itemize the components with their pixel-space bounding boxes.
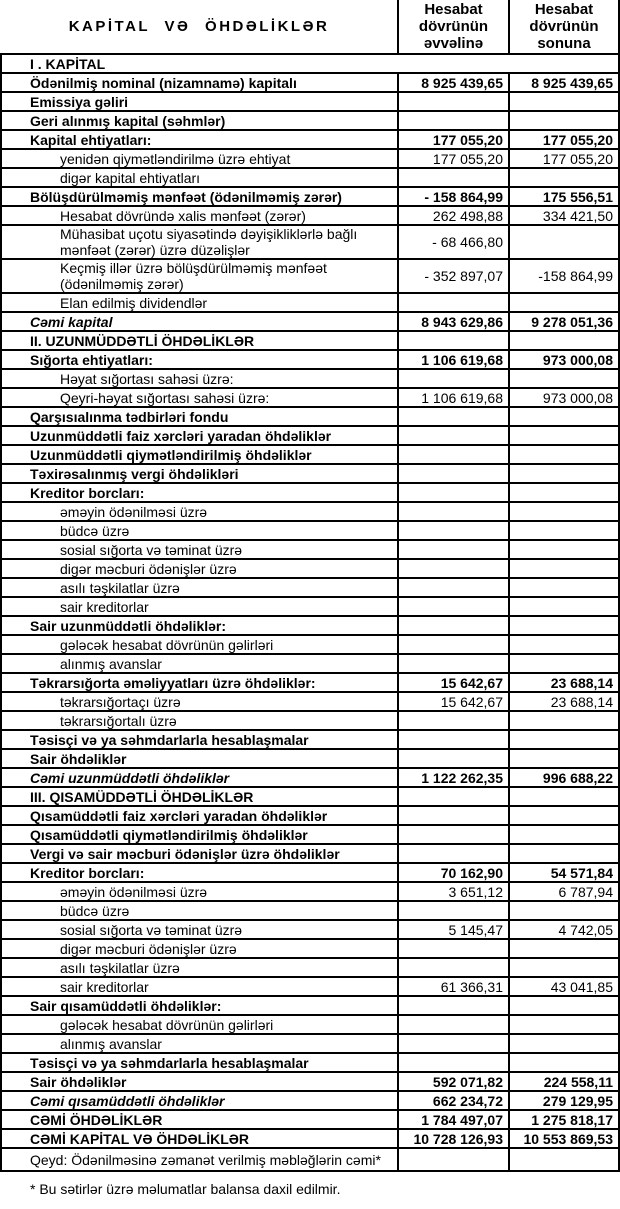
value-period-beginning <box>398 445 509 464</box>
value-period-beginning: 1 106 619,68 <box>398 388 509 407</box>
value-period-end <box>509 369 619 388</box>
value-period-end <box>509 445 619 464</box>
value-period-end <box>509 730 619 749</box>
value-period-end: 177 055,20 <box>509 149 619 168</box>
table-row <box>1 673 619 692</box>
value-period-end: 10 553 869,53 <box>509 1129 619 1148</box>
row-label: Təsisçi və ya səhmdarlarla hesablaşmalar <box>1 730 398 749</box>
value-period-beginning: 3 651,12 <box>398 882 509 901</box>
table-row <box>1 312 619 331</box>
column-header-period-end: Hesabat dövrünün sonuna <box>509 0 619 54</box>
value-period-beginning: 8 925 439,65 <box>398 73 509 92</box>
table-row <box>1 350 619 369</box>
table-row <box>1 882 619 901</box>
table-row <box>1 711 619 730</box>
value-period-end: 8 925 439,65 <box>509 73 619 92</box>
table-row <box>1 464 619 483</box>
value-period-end: 996 688,22 <box>509 768 619 787</box>
value-period-beginning <box>398 1053 509 1072</box>
value-period-beginning <box>398 369 509 388</box>
table-row <box>1 1129 619 1148</box>
column-header-period-beginning: Hesabat dövrünün əvvəlinə <box>398 0 509 54</box>
value-period-beginning <box>398 293 509 312</box>
table-row <box>1 559 619 578</box>
value-period-beginning <box>398 939 509 958</box>
row-label: alınmış avanslar <box>1 1034 398 1053</box>
table-row <box>1 597 619 616</box>
table-row <box>1 259 619 293</box>
table-row <box>1 654 619 673</box>
table-row <box>1 187 619 206</box>
row-label: digər məcburi ödənişlər üzrə <box>1 559 398 578</box>
value-period-beginning <box>398 578 509 597</box>
table-row <box>1 1015 619 1034</box>
table-row <box>1 692 619 711</box>
row-label: sair kreditorlar <box>1 977 398 996</box>
row-label: Vergi və sair məcburi ödənişlər üzrə öhdəliklər <box>1 844 398 863</box>
value-period-end <box>509 168 619 187</box>
value-period-end <box>509 901 619 920</box>
value-period-end <box>509 293 619 312</box>
table-row <box>1 768 619 787</box>
value-period-beginning: 8 943 629,86 <box>398 312 509 331</box>
value-period-beginning <box>398 483 509 502</box>
row-label: Keçmiş illər üzrə bölüşdürülməmiş mənfəət (ödənilməmiş zərər) <box>1 259 398 293</box>
value-period-beginning: 262 498,88 <box>398 206 509 225</box>
value-period-end <box>509 654 619 673</box>
table-row <box>1 426 619 445</box>
row-label: Sair öhdəliklər <box>1 749 398 768</box>
value-period-beginning <box>398 806 509 825</box>
value-period-end <box>509 711 619 730</box>
value-period-end <box>509 1015 619 1034</box>
row-label: Qısamüddətli qiymətləndirilmiş öhdəliklər <box>1 825 398 844</box>
value-period-end <box>509 464 619 483</box>
value-period-beginning <box>398 407 509 426</box>
table-row <box>1 92 619 111</box>
value-period-end <box>509 597 619 616</box>
value-period-end <box>509 996 619 1015</box>
value-period-end: -158 864,99 <box>509 259 619 293</box>
table-row <box>1 578 619 597</box>
row-label: Sair uzunmüddətli öhdəliklər: <box>1 616 398 635</box>
value-period-end <box>509 92 619 111</box>
row-label: Cəmi uzunmüddətli öhdəliklər <box>1 768 398 787</box>
row-label: Təxirəsalınmış vergi öhdəlikləri <box>1 464 398 483</box>
value-period-end: 224 558,11 <box>509 1072 619 1091</box>
value-period-beginning <box>398 749 509 768</box>
value-period-beginning <box>398 616 509 635</box>
value-period-beginning: 15 642,67 <box>398 692 509 711</box>
table-row <box>1 635 619 654</box>
value-period-beginning <box>398 1034 509 1053</box>
value-period-beginning <box>398 711 509 730</box>
value-period-end <box>509 540 619 559</box>
value-period-end: 4 742,05 <box>509 920 619 939</box>
value-period-beginning: 15 642,67 <box>398 673 509 692</box>
table-row <box>1 1148 619 1171</box>
section-label: II. UZUNMÜDDƏTLİ ÖHDƏLİKLƏR <box>1 331 398 350</box>
row-label: Sığorta ehtiyatları: <box>1 350 398 369</box>
table-row <box>1 540 619 559</box>
value-period-end <box>509 806 619 825</box>
row-label: Qısamüddətli faiz xərcləri yaradan öhdəliklər <box>1 806 398 825</box>
row-label: Hesabat dövründə xalis mənfəət (zərər) <box>1 206 398 225</box>
table-row <box>1 521 619 540</box>
table-row <box>1 958 619 977</box>
row-label: gələcək hesabat dövrünün gəlirləri <box>1 635 398 654</box>
table-row <box>1 806 619 825</box>
row-label: Kapital ehtiyatları: <box>1 130 398 149</box>
value-period-beginning: - 158 864,99 <box>398 187 509 206</box>
value-period-beginning: 177 055,20 <box>398 130 509 149</box>
value-period-beginning <box>398 958 509 977</box>
row-label: Cəmi kapital <box>1 312 398 331</box>
row-label: digər kapital ehtiyatları <box>1 168 398 187</box>
value-period-beginning: 5 145,47 <box>398 920 509 939</box>
value-period-beginning <box>398 559 509 578</box>
value-period-end <box>509 111 619 130</box>
value-period-beginning <box>398 1148 509 1171</box>
table-row <box>1 206 619 225</box>
row-label: Kreditor borcları: <box>1 863 398 882</box>
value-period-end <box>509 521 619 540</box>
value-period-end <box>509 749 619 768</box>
value-period-beginning: 592 071,82 <box>398 1072 509 1091</box>
value-period-end: 23 688,14 <box>509 692 619 711</box>
row-label: Bölüşdürülməmiş mənfəət (ödənilməmiş zərər) <box>1 187 398 206</box>
table-row <box>1 920 619 939</box>
row-label: Təkrarsığorta əməliyyatları üzrə öhdəliklər: <box>1 673 398 692</box>
value-period-end <box>509 787 619 806</box>
section-row <box>1 787 619 806</box>
table-row <box>1 977 619 996</box>
value-period-beginning <box>398 996 509 1015</box>
row-label: təkrarsığortalı üzrə <box>1 711 398 730</box>
table-row <box>1 844 619 863</box>
value-period-end: 334 421,50 <box>509 206 619 225</box>
row-label: alınmış avanslar <box>1 654 398 673</box>
value-period-beginning <box>398 1015 509 1034</box>
table-row <box>1 616 619 635</box>
value-period-beginning <box>398 901 509 920</box>
section-row <box>1 54 619 73</box>
row-label: əməyin ödənilməsi üzrə <box>1 502 398 521</box>
value-period-beginning: 70 162,90 <box>398 863 509 882</box>
row-label: Uzunmüddətli faiz xərcləri yaradan öhdəliklər <box>1 426 398 445</box>
row-label: Ödənilmiş nominal (nizamnamə) kapitalı <box>1 73 398 92</box>
value-period-beginning: - 352 897,07 <box>398 259 509 293</box>
value-period-end: 6 787,94 <box>509 882 619 901</box>
table-row <box>1 111 619 130</box>
table-row <box>1 225 619 259</box>
table-row <box>1 1110 619 1129</box>
table-row <box>1 168 619 187</box>
row-label: Sair qısamüddətli öhdəliklər: <box>1 996 398 1015</box>
row-label: sosial sığorta və təminat üzrə <box>1 920 398 939</box>
row-label: əməyin ödənilməsi üzrə <box>1 882 398 901</box>
value-period-end: 279 129,95 <box>509 1091 619 1110</box>
row-label: asılı təşkilatlar üzrə <box>1 958 398 977</box>
row-label: Sair öhdəliklər <box>1 1072 398 1091</box>
value-period-end <box>509 483 619 502</box>
table-row <box>1 939 619 958</box>
table-body <box>1 54 619 1171</box>
section-label: III. QISAMÜDDƏTLİ ÖHDƏLİKLƏR <box>1 787 398 806</box>
value-period-end <box>509 825 619 844</box>
value-period-beginning <box>398 502 509 521</box>
table-row <box>1 73 619 92</box>
row-label: Mühasibat uçotu siyasətində dəyişikliklərlə bağlı mənfəət (zərər) üzrə düzəlişlər <box>1 225 398 259</box>
row-label: büdcə üzrə <box>1 901 398 920</box>
value-period-beginning <box>398 111 509 130</box>
table-row <box>1 388 619 407</box>
value-period-beginning: 177 055,20 <box>398 149 509 168</box>
value-period-beginning <box>398 521 509 540</box>
value-period-end <box>509 939 619 958</box>
value-period-beginning <box>398 464 509 483</box>
value-period-beginning <box>398 540 509 559</box>
value-period-end <box>509 502 619 521</box>
table-row <box>1 1034 619 1053</box>
value-period-end: 9 278 051,36 <box>509 312 619 331</box>
value-period-beginning <box>398 331 509 350</box>
table-row <box>1 863 619 882</box>
value-period-beginning <box>398 730 509 749</box>
row-label: Qarşısıalınma tədbirləri fondu <box>1 407 398 426</box>
value-period-end: 973 000,08 <box>509 350 619 369</box>
value-period-beginning: - 68 466,80 <box>398 225 509 259</box>
value-period-beginning <box>398 597 509 616</box>
value-period-end <box>509 225 619 259</box>
value-period-end <box>509 635 619 654</box>
value-period-beginning <box>398 654 509 673</box>
table-row <box>1 825 619 844</box>
value-period-beginning <box>398 787 509 806</box>
value-period-end <box>509 407 619 426</box>
row-label: sair kreditorlar <box>1 597 398 616</box>
table-row <box>1 369 619 388</box>
row-label: sosial sığorta və təminat üzrə <box>1 540 398 559</box>
table-row <box>1 502 619 521</box>
value-period-beginning <box>398 426 509 445</box>
table-row <box>1 483 619 502</box>
value-period-end: 973 000,08 <box>509 388 619 407</box>
section-label: I . KAPİTAL <box>1 54 619 73</box>
row-label: yenidən qiymətləndirilmə üzrə ehtiyat <box>1 149 398 168</box>
table-row <box>1 445 619 464</box>
value-period-beginning <box>398 635 509 654</box>
row-label: Elan edilmiş dividendlər <box>1 293 398 312</box>
row-label: CƏMİ ÖHDƏLİKLƏR <box>1 1110 398 1129</box>
value-period-end <box>509 578 619 597</box>
value-period-end: 43 041,85 <box>509 977 619 996</box>
value-period-beginning: 1 106 619,68 <box>398 350 509 369</box>
value-period-end: 175 556,51 <box>509 187 619 206</box>
header-row <box>1 0 619 54</box>
value-period-end <box>509 559 619 578</box>
value-period-end <box>509 426 619 445</box>
table-row <box>1 293 619 312</box>
row-label: Uzunmüddətli qiymətləndirilmiş öhdəliklər <box>1 445 398 464</box>
value-period-beginning <box>398 844 509 863</box>
value-period-end <box>509 1053 619 1072</box>
value-period-beginning <box>398 92 509 111</box>
value-period-beginning: 1 784 497,07 <box>398 1110 509 1129</box>
value-period-beginning: 10 728 126,93 <box>398 1129 509 1148</box>
table-row <box>1 996 619 1015</box>
value-period-beginning: 662 234,72 <box>398 1091 509 1110</box>
table-row <box>1 1072 619 1091</box>
row-label: büdcə üzrə <box>1 521 398 540</box>
value-period-beginning <box>398 168 509 187</box>
row-label: Geri alınmış kapital (səhmlər) <box>1 111 398 130</box>
row-label: Həyat sığortası sahəsi üzrə: <box>1 369 398 388</box>
value-period-end <box>509 1034 619 1053</box>
row-label: təkrarsığortaçı üzrə <box>1 692 398 711</box>
table-row <box>1 1053 619 1072</box>
table-row <box>1 901 619 920</box>
row-label: asılı təşkilatlar üzrə <box>1 578 398 597</box>
row-label: Emissiya gəliri <box>1 92 398 111</box>
value-period-end <box>509 331 619 350</box>
value-period-end: 23 688,14 <box>509 673 619 692</box>
row-label: Təsisçi və ya səhmdarlarla hesablaşmalar <box>1 1053 398 1072</box>
section-row <box>1 331 619 350</box>
table-row <box>1 149 619 168</box>
value-period-end: 1 275 818,17 <box>509 1110 619 1129</box>
table-row <box>1 130 619 149</box>
value-period-beginning <box>398 825 509 844</box>
table-row <box>1 730 619 749</box>
table-row <box>1 1091 619 1110</box>
value-period-end <box>509 958 619 977</box>
row-label: Qeyd: Ödənilməsinə zəmanət verilmiş məbləğlərin cəmi* <box>1 1148 398 1171</box>
value-period-beginning: 1 122 262,35 <box>398 768 509 787</box>
table-title: KAPİTAL VƏ ÖHDƏLİKLƏR <box>1 0 398 54</box>
value-period-end <box>509 1148 619 1171</box>
table-row <box>1 749 619 768</box>
row-label: digər məcburi ödənişlər üzrə <box>1 939 398 958</box>
value-period-end: 54 571,84 <box>509 863 619 882</box>
value-period-end <box>509 616 619 635</box>
value-period-end <box>509 844 619 863</box>
footnote: * Bu sətirlər üzrə məlumatlar balansa daxil edilmir. <box>30 1181 341 1197</box>
row-label: Qeyri-həyat sığortası sahəsi üzrə: <box>1 388 398 407</box>
row-label: Cəmi qısamüddətli öhdəliklər <box>1 1091 398 1110</box>
value-period-end: 177 055,20 <box>509 130 619 149</box>
row-label: Kreditor borcları: <box>1 483 398 502</box>
table-row <box>1 407 619 426</box>
row-label: CƏMİ KAPİTAL VƏ ÖHDƏLİKLƏR <box>1 1129 398 1148</box>
row-label: gələcək hesabat dövrünün gəlirləri <box>1 1015 398 1034</box>
value-period-beginning: 61 366,31 <box>398 977 509 996</box>
